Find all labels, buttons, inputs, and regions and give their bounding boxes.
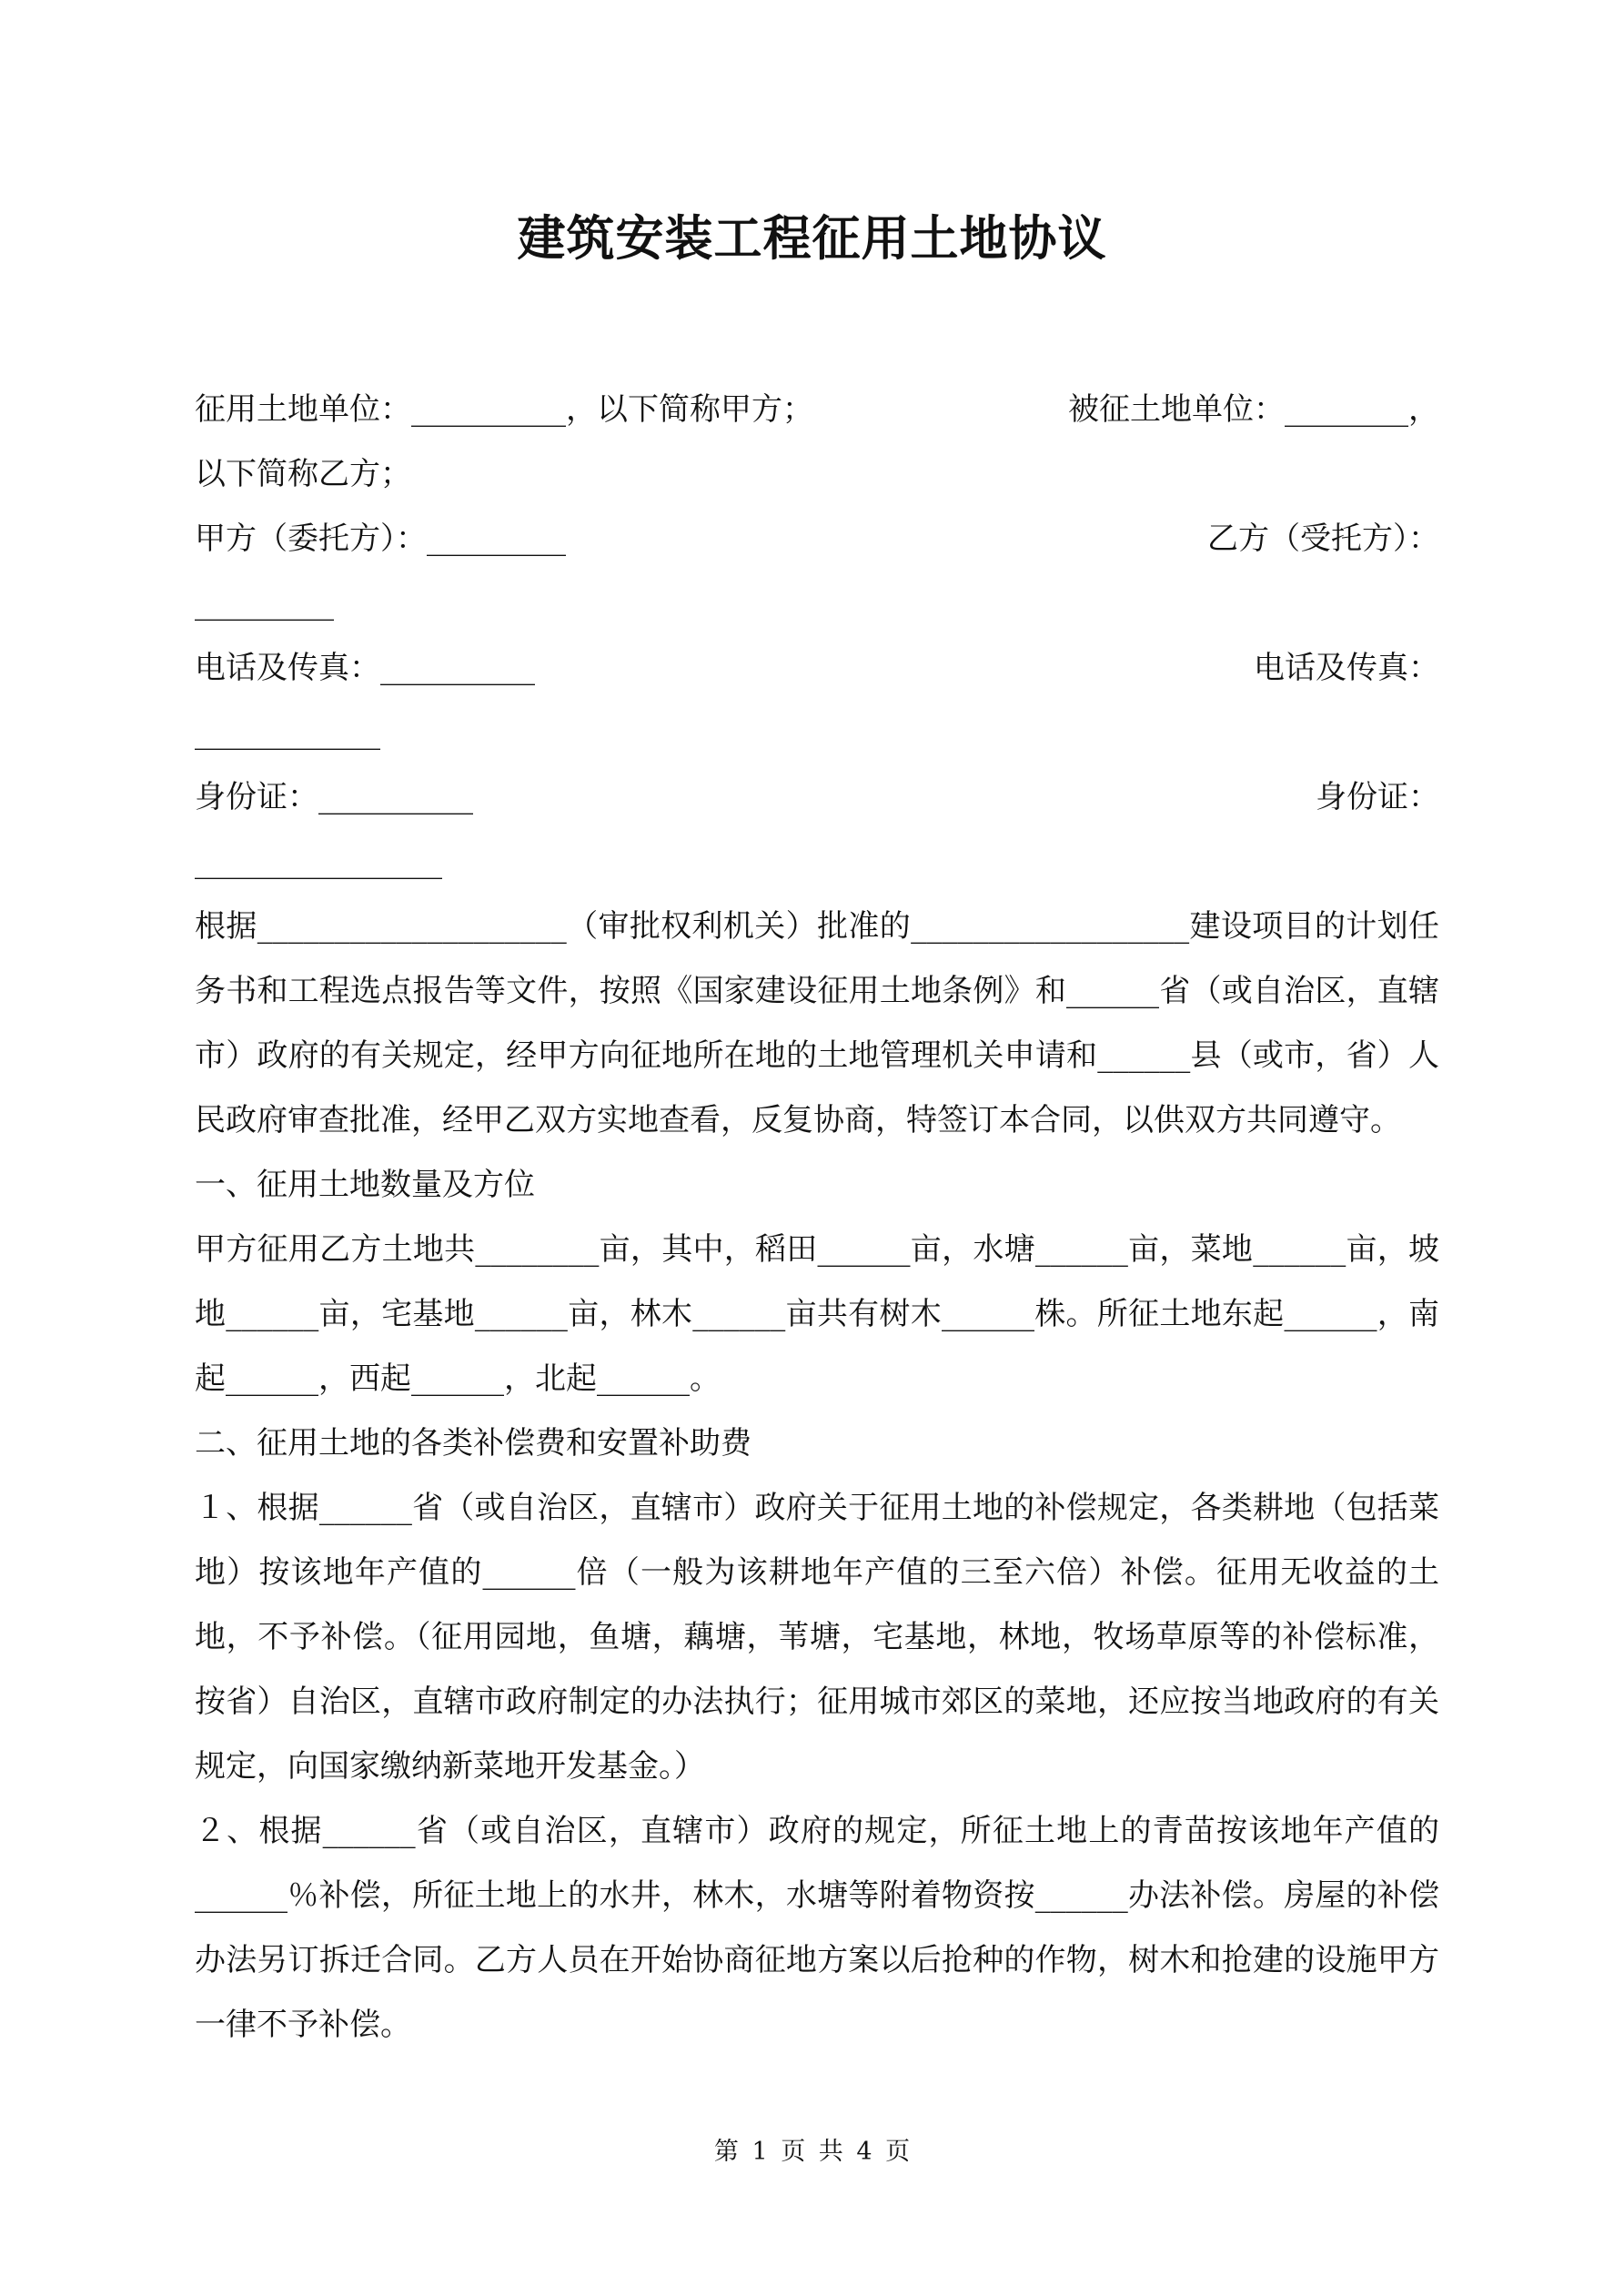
phone-line [195, 636, 1439, 701]
party-b-agent: 乙方（受托方）： [1207, 521, 1439, 557]
section-2-heading: 二、征用土地的各类补偿费和安置补助费 [195, 1425, 751, 1462]
section-2-item-1: １、根据______省（或自治区，直辖市）政府关于征用土地的补偿规定，各类耕地（包括菜地）按该地年产值的______倍（一般为该耕地年产值的三至六倍）补偿。征用无收益的土地，不予补偿。（征用园地，鱼塘，藕塘，苇塘，宅基地，林地，牧场草原等的补偿标准，按省）自治区，直辖市政府制定的办法执行；征用城市郊区的菜地，还应按当地政府的有关规定，向国家缴纳新菜地开发基金。） [195, 1490, 1439, 1785]
id-line [195, 765, 1439, 830]
party-a-id: 身份证：__________ [195, 779, 473, 815]
principal-line [195, 507, 1439, 571]
page-number: 第 1 页 共 4 页 [713, 2138, 911, 2166]
party-b-phone-blank: ____________ [195, 714, 380, 751]
party-a-phone: 电话及传真：__________ [195, 650, 535, 686]
requisitioned-unit: 被征土地单位：________， [1068, 391, 1439, 428]
party-b-id-blank: ________________ [195, 844, 442, 880]
document-body [195, 378, 1439, 2058]
requisitioning-unit: 征用土地单位：__________，以下简称甲方； [195, 391, 813, 428]
party-a-principal: 甲方（委托方）：_________ [195, 521, 566, 557]
intro-paragraph: 根据____________________（审批权利机关）批准的__________________建设项目的计划任务书和工程选点报告等文件，按照《国家建设征用土地条例》和______省（或自治区，直辖市）政府的有关规定，经甲方向征地所在地的土地管理机关申请和______县（或市，省）人民政府审查批准，经甲乙双方实地查看，反复协商，特签订本合同，以供双方共同遵守。 [195, 908, 1439, 1138]
section-1-heading: 一、征用土地数量及方位 [195, 1167, 535, 1203]
document-title: 建筑安装工程征用土地协议 [517, 210, 1107, 267]
party-b-phone: 电话及传真： [1254, 650, 1439, 686]
party-units-line [195, 378, 1439, 442]
party-b-note: 以下简称乙方； [195, 456, 411, 492]
section-1-text: 甲方征用乙方土地共________亩，其中，稻田______亩，水塘______亩，菜地______亩，坡地______亩，宅基地______亩，林木______亩共有树木______株。所征土地东起______，南起______，西起______，北起______。 [195, 1231, 1439, 1397]
section-2-item-2: ２、根据______省（或自治区，直辖市）政府的规定，所征土地上的青苗按该地年产值的______％补偿，所征土地上的水井，林木，水塘等附着物资按______办法补偿。房屋的补偿办法另订拆迁合同。乙方人员在开始协商征地方案以后抢种的作物，树木和抢建的设施甲方一律不予补偿。 [195, 1813, 1439, 2043]
party-b-agent-blank: _________ [195, 585, 334, 622]
party-b-id: 身份证： [1316, 779, 1439, 815]
